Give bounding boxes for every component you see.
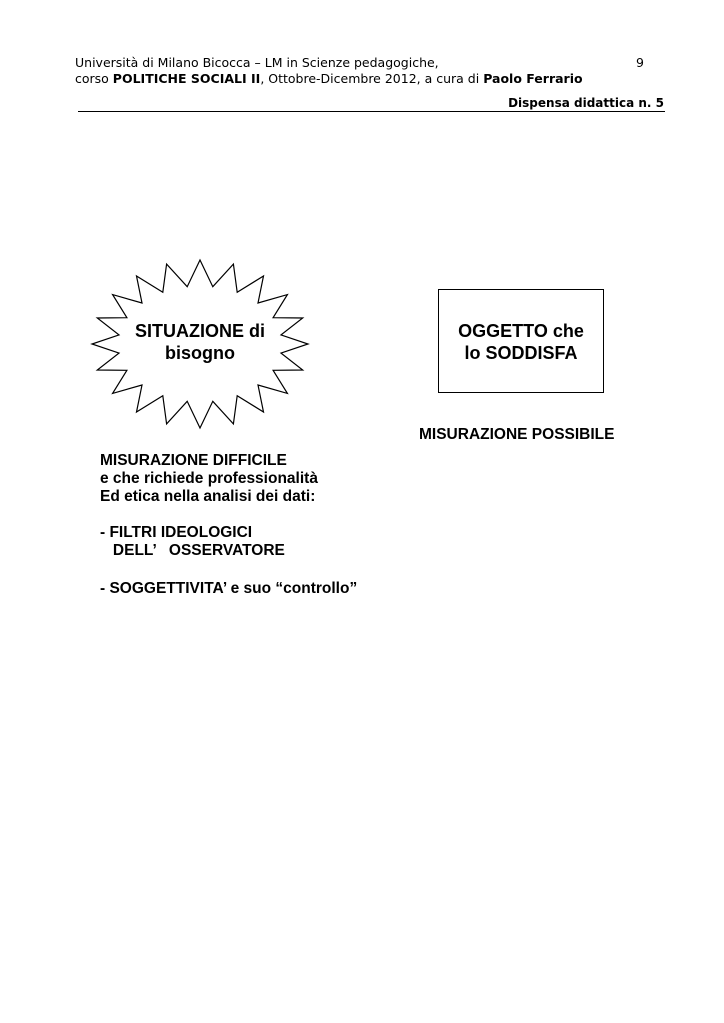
page-number: 9 xyxy=(636,55,644,70)
subjectivity-line: - SOGGETTIVITA’ e suo “controllo” xyxy=(100,580,358,597)
need-situation-label xyxy=(110,320,290,364)
ideological-filters-line: - FILTRI IDEOLOGICI xyxy=(100,524,253,541)
satisfying-object-label xyxy=(438,320,604,364)
dispensa-label: Dispensa didattica n. 5 xyxy=(508,96,664,110)
satisfying-object-line2: lo SODDISFA xyxy=(464,343,578,363)
difficult-measurement-line2: e che richiede professionalità xyxy=(100,470,318,487)
observer-line: DELL’ OSSERVATORE xyxy=(100,542,285,559)
need-situation-line2: bisogno xyxy=(165,343,235,363)
difficult-measurement-line1: MISURAZIONE DIFFICILE xyxy=(100,452,287,469)
header-course-middle: , Ottobre-Dicembre 2012, a cura di xyxy=(260,71,484,86)
satisfying-object-line1: OGGETTO che xyxy=(458,321,584,341)
header-institution-line: Università di Milano Bicocca – LM in Scienze pedagogiche, xyxy=(75,55,439,70)
header-course-prefix: corso xyxy=(75,71,113,86)
header-author: Paolo Ferrario xyxy=(483,71,583,86)
header-rule xyxy=(78,111,665,112)
header-course-name: POLITICHE SOCIALI II xyxy=(112,71,261,86)
header-course-line xyxy=(75,71,583,87)
difficult-measurement-line3: Ed etica nella analisi dei dati: xyxy=(100,488,316,505)
possible-measurement-caption: MISURAZIONE POSSIBILE xyxy=(419,426,615,443)
need-situation-line1: SITUAZIONE di xyxy=(135,321,265,341)
